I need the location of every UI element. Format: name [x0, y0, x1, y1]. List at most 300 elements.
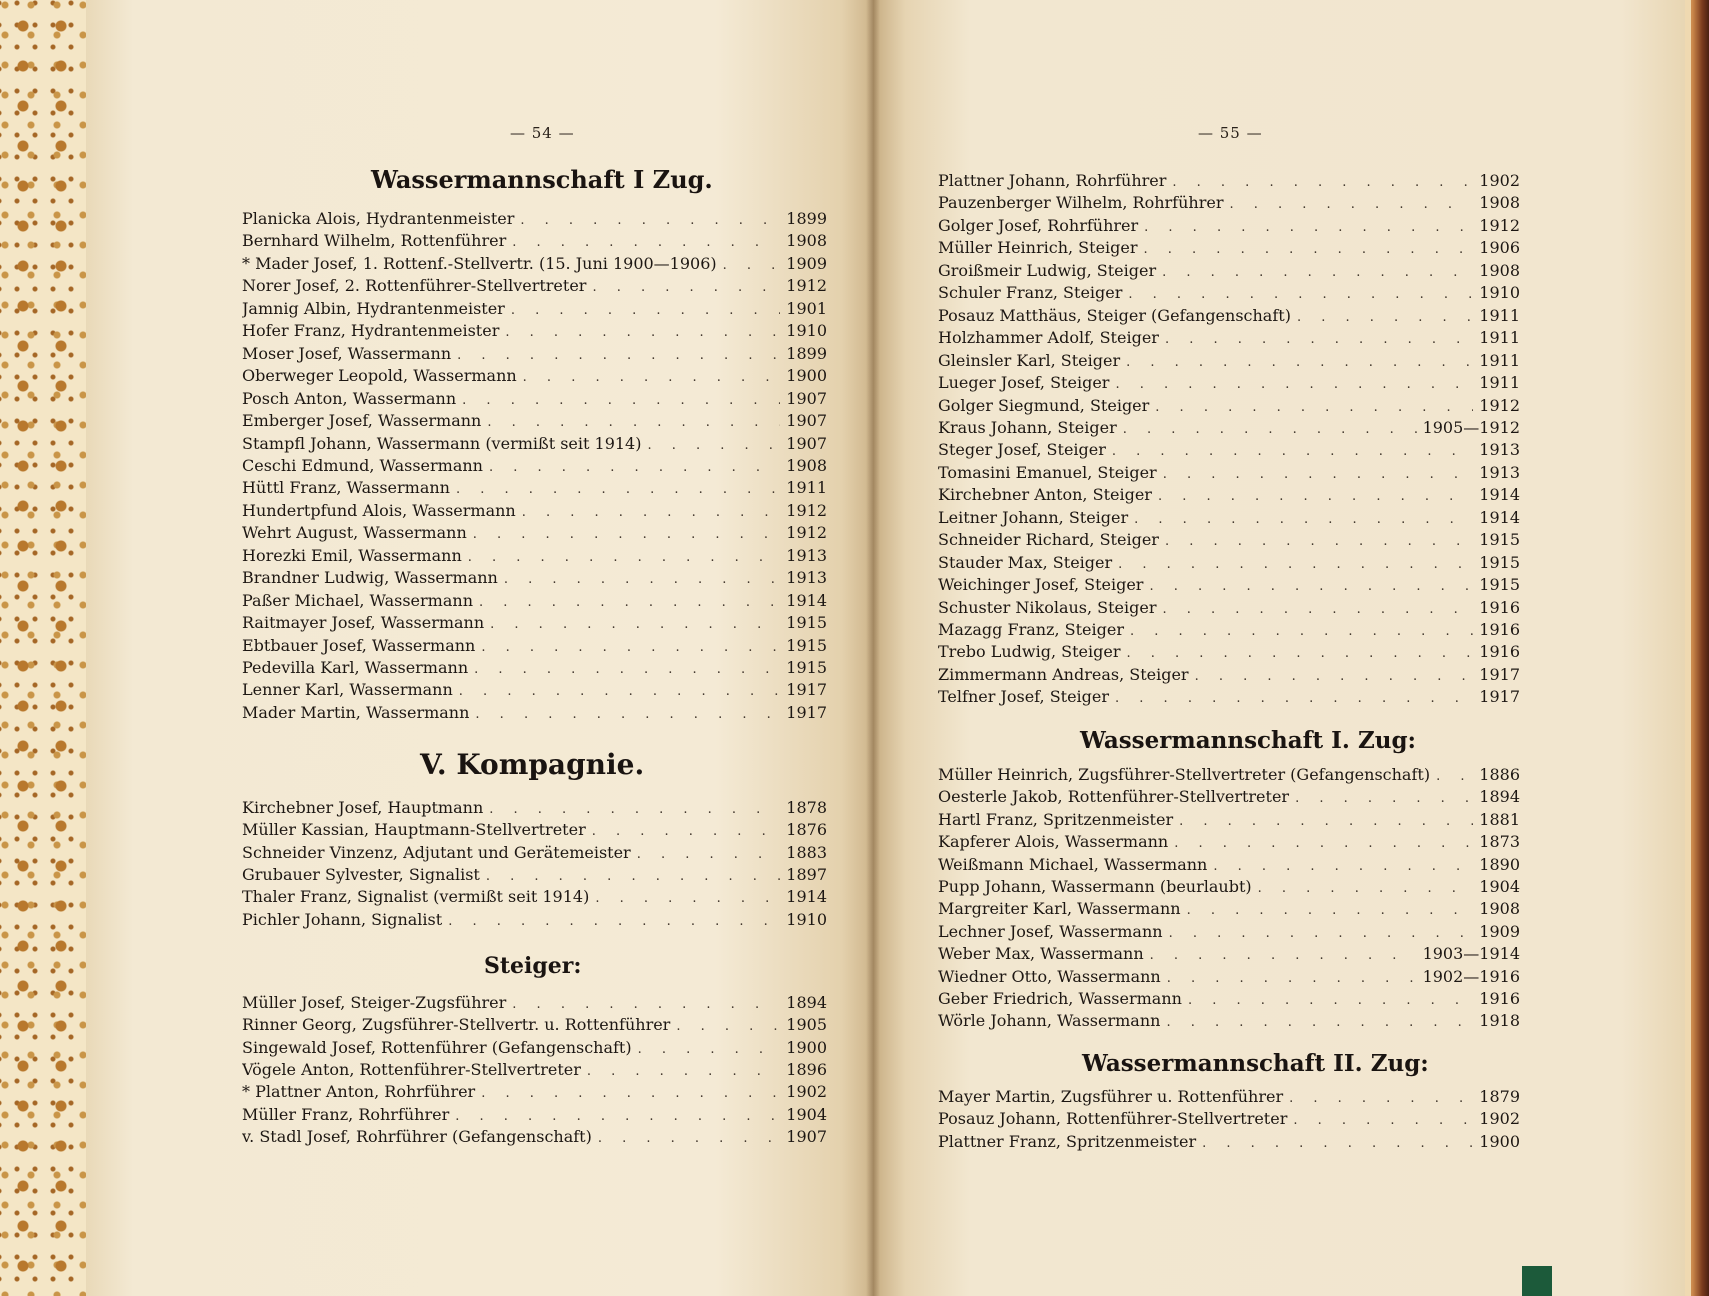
- member-name: Trebo Ludwig, Steiger: [938, 642, 1121, 661]
- member-year: 1879: [1479, 1087, 1520, 1106]
- dot-leader: [676, 1016, 780, 1036]
- dot-leader: [1213, 856, 1473, 876]
- list-item: [938, 831, 1520, 853]
- member-year: 1909: [786, 254, 827, 273]
- member-name: Moser Josef, Wassermann: [242, 344, 452, 363]
- member-name: Posauz Johann, Rottenführer-Stellvertreter: [938, 1109, 1288, 1128]
- member-name: Mazagg Franz, Steiger: [938, 620, 1124, 639]
- member-name: Oesterle Jakob, Rottenführer-Stellvertreter: [938, 787, 1290, 806]
- list-item: [938, 529, 1520, 551]
- member-name: Lenner Karl, Wassermann: [242, 680, 453, 699]
- member-name: Lueger Josef, Steiger: [938, 373, 1110, 392]
- member-year: 1916: [1479, 989, 1520, 1008]
- dot-leader: [474, 659, 780, 679]
- list-item: [938, 507, 1520, 529]
- member-year: 1900: [1479, 1132, 1520, 1151]
- member-year: 1917: [786, 703, 827, 722]
- dot-leader: [1155, 397, 1473, 417]
- member-year: 1912: [786, 501, 827, 520]
- list-item: [242, 842, 827, 864]
- dot-leader: [1115, 688, 1473, 708]
- member-year: 1916: [1479, 620, 1520, 639]
- list-item: [938, 764, 1520, 786]
- dot-leader: [723, 255, 781, 275]
- list-item: [242, 477, 827, 499]
- dot-leader: [455, 1106, 780, 1126]
- dot-leader: [1188, 990, 1473, 1010]
- member-name: Stauder Max, Steiger: [938, 553, 1113, 572]
- member-year: 1916: [1479, 642, 1520, 661]
- member-year: 1908: [786, 231, 827, 250]
- member-year: 1915: [1479, 553, 1520, 572]
- dot-leader: [462, 390, 780, 410]
- dot-leader: [486, 866, 780, 886]
- dot-leader: [1165, 531, 1473, 551]
- dot-leader: [637, 844, 781, 864]
- member-year: 1909: [1479, 922, 1520, 941]
- dot-leader: [1166, 1012, 1473, 1032]
- member-year: 1906: [1479, 238, 1520, 257]
- list-item: [938, 943, 1520, 965]
- member-name: Raitmayer Josef, Wassermann: [242, 613, 485, 632]
- dot-leader: [504, 569, 780, 589]
- dot-leader: [1158, 486, 1473, 506]
- member-year: 1905—1912: [1422, 418, 1520, 437]
- heading-wassermannschaft-1-left: Wassermannschaft I Zug.: [371, 165, 713, 194]
- member-name: Wiedner Otto, Wassermann: [938, 967, 1161, 986]
- member-year: 1911: [1479, 306, 1520, 325]
- list-item: [938, 552, 1520, 574]
- list-item: [242, 1126, 827, 1148]
- member-name: Paßer Michael, Wassermann: [242, 591, 473, 610]
- member-year: 1914: [1479, 485, 1520, 504]
- dot-leader: [522, 502, 781, 522]
- member-name: Zimmermann Andreas, Steiger: [938, 665, 1189, 684]
- member-year: 1900: [786, 1038, 827, 1057]
- member-name: Oberweger Leopold, Wassermann: [242, 366, 517, 385]
- member-name: Rinner Georg, Zugsführer-Stellvertr. u. Rottenführer: [242, 1015, 671, 1034]
- list-item: [242, 275, 827, 297]
- member-year: 1902: [1479, 1109, 1520, 1128]
- member-name: Vögele Anton, Rottenführer-Stellvertreter: [242, 1060, 581, 1079]
- member-year: 1883: [786, 843, 827, 862]
- member-name: Gleinsler Karl, Steiger: [938, 351, 1121, 370]
- member-name: Thaler Franz, Signalist (vermißt seit 1914): [242, 887, 590, 906]
- member-name: Singewald Josef, Rottenführer (Gefangenschaft): [242, 1038, 632, 1057]
- member-year: 1904: [1479, 877, 1520, 896]
- heading-wassermannschaft-1-right: Wassermannschaft I. Zug:: [1080, 727, 1417, 754]
- member-name: Tomasini Emanuel, Steiger: [938, 463, 1157, 482]
- member-name: Weißmann Michael, Wassermann: [938, 855, 1208, 874]
- member-name: Brandner Ludwig, Wassermann: [242, 568, 498, 587]
- dot-leader: [512, 232, 780, 252]
- member-name: Schneider Vinzenz, Adjutant und Gerätemeister: [242, 843, 631, 862]
- member-year: 1914: [786, 887, 827, 906]
- member-name: Emberger Josef, Wassermann: [242, 411, 482, 430]
- list-item: [242, 590, 827, 612]
- member-name: * Mader Josef, 1. Rottenf.-Stellvertr. (15. Juni 1900—1906): [242, 254, 717, 273]
- member-year: 1913: [1479, 440, 1520, 459]
- member-name: Jamnig Albin, Hydrantenmeister: [242, 299, 505, 318]
- list-item: [242, 298, 827, 320]
- list-item: [242, 679, 827, 701]
- dot-leader: [1144, 217, 1473, 237]
- member-name: Müller Heinrich, Zugsführer-Stellvertreter (Gefangenschaft): [938, 765, 1431, 784]
- dot-leader: [1174, 833, 1473, 853]
- dot-leader: [489, 799, 780, 819]
- list-item: [938, 664, 1520, 686]
- dot-leader: [1130, 621, 1473, 641]
- dot-leader: [587, 1061, 780, 1081]
- list-item: [938, 215, 1520, 237]
- member-year: 1911: [1479, 351, 1520, 370]
- list-item: [938, 484, 1520, 506]
- list-item: [938, 786, 1520, 808]
- member-year: 1886: [1479, 765, 1520, 784]
- dot-leader: [1202, 1133, 1473, 1153]
- member-year: 1912: [786, 276, 827, 295]
- member-name: Holzhammer Adolf, Steiger: [938, 328, 1159, 347]
- member-name: Bernhard Wilhelm, Rottenführer: [242, 231, 507, 250]
- list-item: [242, 1059, 827, 1081]
- list-item: [242, 797, 827, 819]
- list-item: [242, 410, 827, 432]
- member-year: 1918: [1479, 1011, 1520, 1030]
- member-year: 1907: [786, 434, 827, 453]
- member-name: Weichinger Josef, Steiger: [938, 575, 1144, 594]
- dot-leader: [1165, 329, 1473, 349]
- member-year: 1911: [1479, 328, 1520, 347]
- dot-leader: [1115, 374, 1473, 394]
- member-name: Plattner Franz, Spritzenmeister: [938, 1132, 1197, 1151]
- dot-leader: [1295, 788, 1473, 808]
- member-year: 1897: [786, 865, 827, 884]
- member-year: 1914: [1479, 508, 1520, 527]
- member-year: 1907: [786, 411, 827, 430]
- dot-leader: [592, 821, 781, 841]
- dot-leader: [1128, 284, 1473, 304]
- member-year: 1873: [1479, 832, 1520, 851]
- list-item: [938, 966, 1520, 988]
- member-year: 1894: [1479, 787, 1520, 806]
- list-item: [242, 992, 827, 1014]
- dot-leader: [1167, 968, 1417, 988]
- dot-leader: [481, 1083, 780, 1103]
- dot-leader: [1126, 352, 1473, 372]
- member-name: Müller Kassian, Hauptmann-Stellvertreter: [242, 820, 586, 839]
- dot-leader: [1169, 923, 1474, 943]
- member-name: Steger Josef, Steiger: [938, 440, 1106, 459]
- member-year: 1913: [786, 568, 827, 587]
- list-item: [938, 350, 1520, 372]
- member-year: 1903—1914: [1422, 944, 1520, 963]
- list-item: [938, 305, 1520, 327]
- member-name: Müller Franz, Rohrführer: [242, 1105, 450, 1124]
- list-item: [242, 1014, 827, 1036]
- member-name: v. Stadl Josef, Rohrführer (Gefangenschaft): [242, 1127, 592, 1146]
- list-item: [242, 455, 827, 477]
- dot-leader: [647, 435, 780, 455]
- dot-leader: [1229, 194, 1473, 214]
- member-year: 1894: [786, 993, 827, 1012]
- member-year: 1915: [1479, 530, 1520, 549]
- dot-leader: [505, 322, 780, 342]
- member-name: Plattner Johann, Rohrführer: [938, 171, 1167, 190]
- dot-leader: [1289, 1088, 1473, 1108]
- member-year: 1900: [786, 366, 827, 385]
- book-edge-pattern: [0, 0, 86, 1296]
- list-item: [938, 372, 1520, 394]
- member-name: Schneider Richard, Steiger: [938, 530, 1159, 549]
- heading-wassermannschaft-2: Wassermannschaft II. Zug:: [1082, 1050, 1429, 1077]
- list-item: [938, 988, 1520, 1010]
- member-year: 1912: [786, 523, 827, 542]
- member-name: Golger Josef, Rohrführer: [938, 216, 1139, 235]
- member-year: 1905: [786, 1015, 827, 1034]
- member-name: Pauzenberger Wilhelm, Rohrführer: [938, 193, 1224, 212]
- dot-leader: [511, 300, 780, 320]
- dot-leader: [487, 412, 780, 432]
- member-name: Geber Friedrich, Wassermann: [938, 989, 1182, 1008]
- member-year: 1917: [786, 680, 827, 699]
- list-item: [938, 921, 1520, 943]
- list-item: [938, 417, 1520, 439]
- dot-leader: [1195, 666, 1474, 686]
- dot-leader: [1123, 419, 1417, 439]
- member-name: Schuler Franz, Steiger: [938, 283, 1123, 302]
- page-number-left: — 54 —: [510, 124, 575, 142]
- dot-leader: [481, 637, 780, 657]
- member-year: 1911: [1479, 373, 1520, 392]
- list-item: [242, 433, 827, 455]
- list-item: [242, 343, 827, 365]
- dot-leader: [1172, 172, 1473, 192]
- list-item: [242, 388, 827, 410]
- list-item: [938, 619, 1520, 641]
- member-year: 1913: [1479, 463, 1520, 482]
- dot-leader: [520, 210, 780, 230]
- dot-leader: [1134, 509, 1473, 529]
- dot-leader: [1118, 554, 1473, 574]
- list-item: [242, 1104, 827, 1126]
- member-year: 1907: [786, 1127, 827, 1146]
- member-name: Mader Martin, Wassermann: [242, 703, 470, 722]
- member-name: Pedevilla Karl, Wassermann: [242, 658, 469, 677]
- dot-leader: [512, 994, 780, 1014]
- member-year: 1904: [786, 1105, 827, 1124]
- member-year: 1907: [786, 389, 827, 408]
- dot-leader: [457, 345, 780, 365]
- dot-leader: [1144, 239, 1474, 259]
- member-name: Mayer Martin, Zugsführer u. Rottenführer: [938, 1087, 1284, 1106]
- list-item: [242, 1081, 827, 1103]
- list-item: [242, 612, 827, 634]
- list-item: [938, 597, 1520, 619]
- list-item: [938, 170, 1520, 192]
- member-year: 1902: [786, 1082, 827, 1101]
- dot-leader: [1297, 307, 1473, 327]
- list-item: [242, 365, 827, 387]
- member-year: 1908: [1479, 261, 1520, 280]
- ribbon-marker: [1522, 1266, 1552, 1296]
- page-edge-strip: [1685, 0, 1691, 1296]
- member-year: 1890: [1479, 855, 1520, 874]
- member-year: 1913: [786, 546, 827, 565]
- dot-leader: [456, 479, 780, 499]
- dot-leader: [1187, 900, 1474, 920]
- list-item: [938, 395, 1520, 417]
- member-name: Müller Heinrich, Steiger: [938, 238, 1138, 257]
- member-name: Posauz Matthäus, Steiger (Gefangenschaft): [938, 306, 1291, 325]
- member-year: 1899: [786, 344, 827, 363]
- member-name: Ebtbauer Josef, Wassermann: [242, 636, 476, 655]
- dot-leader: [1149, 576, 1473, 596]
- member-year: 1896: [786, 1060, 827, 1079]
- dot-leader: [1258, 878, 1474, 898]
- member-name: Margreiter Karl, Wassermann: [938, 899, 1181, 918]
- dot-leader: [1162, 262, 1473, 282]
- list-item: [938, 686, 1520, 708]
- dot-leader: [1293, 1110, 1473, 1130]
- dot-leader: [592, 277, 780, 297]
- list-item: [938, 898, 1520, 920]
- dot-leader: [473, 524, 781, 544]
- dot-leader: [479, 592, 780, 612]
- dot-leader: [1112, 441, 1473, 461]
- member-year: 1912: [1479, 396, 1520, 415]
- dot-leader: [1179, 811, 1473, 831]
- member-year: 1908: [1479, 899, 1520, 918]
- list-item: [938, 282, 1520, 304]
- dot-leader: [489, 457, 780, 477]
- member-name: Hofer Franz, Hydrantenmeister: [242, 321, 500, 340]
- list-item: [242, 522, 827, 544]
- list-item: [938, 192, 1520, 214]
- list-item: [242, 635, 827, 657]
- dot-leader: [523, 367, 781, 387]
- list-item: [242, 500, 827, 522]
- list-item: [938, 809, 1520, 831]
- list-item: [242, 230, 827, 252]
- list-item: [938, 1131, 1520, 1153]
- member-name: Kirchebner Anton, Steiger: [938, 485, 1152, 504]
- heading-v-kompagnie: V. Kompagnie.: [420, 748, 645, 781]
- page-number-right: — 55 —: [1198, 124, 1263, 142]
- member-year: 1910: [786, 910, 827, 929]
- list-item: [242, 320, 827, 342]
- member-year: 1916: [1479, 598, 1520, 617]
- list-item: [938, 462, 1520, 484]
- member-name: Kapferer Alois, Wassermann: [938, 832, 1169, 851]
- member-year: 1912: [1479, 216, 1520, 235]
- member-name: Golger Siegmund, Steiger: [938, 396, 1150, 415]
- dot-leader: [595, 888, 780, 908]
- member-name: * Plattner Anton, Rohrführer: [242, 1082, 476, 1101]
- list-item: [242, 567, 827, 589]
- list-item: [242, 702, 827, 724]
- member-year: 1917: [1479, 665, 1520, 684]
- list-item: [938, 574, 1520, 596]
- member-name: Weber Max, Wassermann: [938, 944, 1144, 963]
- dot-leader: [1126, 643, 1473, 663]
- dot-leader: [490, 614, 780, 634]
- member-year: 1902—1916: [1422, 967, 1520, 986]
- list-item: [938, 1086, 1520, 1108]
- member-year: 1899: [786, 209, 827, 228]
- member-year: 1915: [1479, 575, 1520, 594]
- member-year: 1878: [786, 798, 827, 817]
- dot-leader: [468, 547, 781, 567]
- member-name: Stampfl Johann, Wassermann (vermißt seit 1914): [242, 434, 642, 453]
- member-name: Hüttl Franz, Wassermann: [242, 478, 450, 497]
- member-name: Horezki Emil, Wassermann: [242, 546, 462, 565]
- list-item: [938, 876, 1520, 898]
- dot-leader: [448, 911, 780, 931]
- dot-leader: [459, 681, 780, 701]
- member-year: 1876: [786, 820, 827, 839]
- member-year: 1910: [786, 321, 827, 340]
- member-name: Kraus Johann, Steiger: [938, 418, 1117, 437]
- member-year: 1914: [786, 591, 827, 610]
- dot-leader: [598, 1128, 780, 1148]
- member-name: Müller Josef, Steiger-Zugsführer: [242, 993, 507, 1012]
- member-name: Planicka Alois, Hydrantenmeister: [242, 209, 515, 228]
- list-item: [242, 886, 827, 908]
- list-item: [938, 641, 1520, 663]
- member-name: Norer Josef, 2. Rottenführer-Stellvertreter: [242, 276, 587, 295]
- dot-leader: [1150, 945, 1417, 965]
- member-year: 1915: [786, 636, 827, 655]
- member-year: 1915: [786, 658, 827, 677]
- list-item: [938, 237, 1520, 259]
- member-year: 1917: [1479, 687, 1520, 706]
- list-item: [938, 327, 1520, 349]
- member-year: 1908: [786, 456, 827, 475]
- member-name: Posch Anton, Wassermann: [242, 389, 457, 408]
- dot-leader: [1163, 464, 1474, 484]
- list-item: [242, 208, 827, 230]
- member-name: Hartl Franz, Spritzenmeister: [938, 810, 1174, 829]
- list-item: [938, 439, 1520, 461]
- dot-leader: [1436, 766, 1473, 786]
- member-name: Pupp Johann, Wassermann (beurlaubt): [938, 877, 1252, 896]
- member-year: 1881: [1479, 810, 1520, 829]
- list-item: [242, 657, 827, 679]
- member-name: Wehrt August, Wassermann: [242, 523, 467, 542]
- member-year: 1910: [1479, 283, 1520, 302]
- heading-steiger: Steiger:: [484, 953, 582, 979]
- member-year: 1915: [786, 613, 827, 632]
- list-item: [242, 1037, 827, 1059]
- list-item: [938, 1108, 1520, 1130]
- list-item: [242, 545, 827, 567]
- list-item: [938, 1010, 1520, 1032]
- list-item: [242, 253, 827, 275]
- member-year: 1901: [786, 299, 827, 318]
- member-name: Hundertpfund Alois, Wassermann: [242, 501, 516, 520]
- member-year: 1908: [1479, 193, 1520, 212]
- member-name: Pichler Johann, Signalist: [242, 910, 443, 929]
- member-year: 1902: [1479, 171, 1520, 190]
- list-item: [938, 260, 1520, 282]
- member-name: Lechner Josef, Wassermann: [938, 922, 1163, 941]
- book-gutter: [866, 0, 880, 1296]
- member-name: Leitner Johann, Steiger: [938, 508, 1129, 527]
- dot-leader: [475, 704, 780, 724]
- member-name: Groißmeir Ludwig, Steiger: [938, 261, 1157, 280]
- list-item: [938, 854, 1520, 876]
- member-name: Telfner Josef, Steiger: [938, 687, 1110, 706]
